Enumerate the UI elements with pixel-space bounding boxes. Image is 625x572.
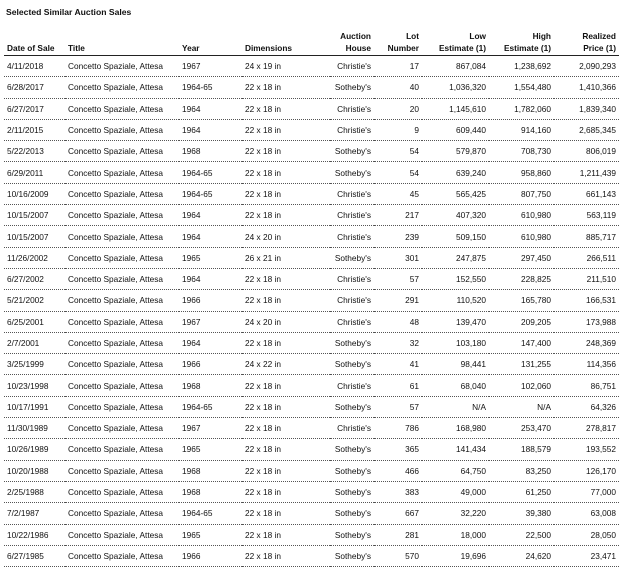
table-row: [4, 56, 619, 77]
header-high-estimate: High Estimate (1): [489, 27, 554, 56]
table-row: [4, 162, 619, 183]
table-row: [4, 77, 619, 98]
header-year: Year: [179, 27, 242, 56]
table-row: [4, 524, 619, 545]
auction-sales-table: [4, 27, 619, 567]
cell-high: 131,255: [489, 354, 554, 375]
cell-dimensions: 22 x 18 in: [242, 268, 330, 289]
cell-date: 6/27/1985: [4, 545, 65, 566]
cell-lot: 301: [374, 247, 422, 268]
cell-title: Concetto Spaziale, Attesa: [65, 183, 179, 204]
cell-price: 885,717: [554, 226, 619, 247]
cell-date: 5/21/2002: [4, 290, 65, 311]
cell-date: 3/25/1999: [4, 354, 65, 375]
cell-high: 1,782,060: [489, 98, 554, 119]
cell-low: 509,150: [422, 226, 489, 247]
cell-price: 193,552: [554, 439, 619, 460]
cell-dimensions: 22 x 18 in: [242, 162, 330, 183]
cell-lot: 667: [374, 503, 422, 524]
table-row: [4, 545, 619, 566]
cell-house: Christie's: [330, 183, 374, 204]
cell-lot: 383: [374, 481, 422, 502]
cell-low: 64,750: [422, 460, 489, 481]
cell-date: 6/25/2001: [4, 311, 65, 332]
cell-date: 10/20/1988: [4, 460, 65, 481]
cell-lot: 61: [374, 375, 422, 396]
cell-date: 4/11/2018: [4, 56, 65, 77]
table-row: [4, 183, 619, 204]
cell-low: 867,084: [422, 56, 489, 77]
table-row: [4, 439, 619, 460]
cell-dimensions: 22 x 18 in: [242, 545, 330, 566]
cell-low: 579,870: [422, 141, 489, 162]
cell-dimensions: 22 x 18 in: [242, 439, 330, 460]
cell-price: 563,119: [554, 205, 619, 226]
cell-title: Concetto Spaziale, Attesa: [65, 98, 179, 119]
cell-lot: 786: [374, 418, 422, 439]
cell-title: Concetto Spaziale, Attesa: [65, 119, 179, 140]
cell-high: 165,780: [489, 290, 554, 311]
cell-lot: 32: [374, 332, 422, 353]
cell-title: Concetto Spaziale, Attesa: [65, 77, 179, 98]
table-row: [4, 247, 619, 268]
table-row: [4, 503, 619, 524]
table-row: [4, 119, 619, 140]
cell-year: 1964: [179, 119, 242, 140]
cell-price: 266,511: [554, 247, 619, 268]
cell-year: 1965: [179, 524, 242, 545]
cell-year: 1967: [179, 418, 242, 439]
table-row: [4, 460, 619, 481]
cell-house: Sotheby's: [330, 332, 374, 353]
cell-lot: 45: [374, 183, 422, 204]
cell-lot: 365: [374, 439, 422, 460]
cell-year: 1966: [179, 290, 242, 311]
cell-price: 2,685,345: [554, 119, 619, 140]
cell-lot: 54: [374, 141, 422, 162]
cell-year: 1968: [179, 141, 242, 162]
cell-price: 1,839,340: [554, 98, 619, 119]
cell-dimensions: 22 x 18 in: [242, 503, 330, 524]
cell-lot: 291: [374, 290, 422, 311]
cell-dimensions: 22 x 18 in: [242, 481, 330, 502]
cell-high: 807,750: [489, 183, 554, 204]
cell-title: Concetto Spaziale, Attesa: [65, 460, 179, 481]
cell-house: Sotheby's: [330, 481, 374, 502]
cell-high: N/A: [489, 396, 554, 417]
cell-price: 86,751: [554, 375, 619, 396]
cell-date: 7/2/1987: [4, 503, 65, 524]
cell-high: 958,860: [489, 162, 554, 183]
table-row: [4, 481, 619, 502]
cell-low: 1,036,320: [422, 77, 489, 98]
cell-lot: 48: [374, 311, 422, 332]
cell-house: Christie's: [330, 311, 374, 332]
header-auction-house: Auction House: [330, 27, 374, 56]
cell-lot: 40: [374, 77, 422, 98]
cell-price: 211,510: [554, 268, 619, 289]
cell-lot: 217: [374, 205, 422, 226]
cell-year: 1967: [179, 311, 242, 332]
cell-house: Sotheby's: [330, 439, 374, 460]
cell-dimensions: 22 x 18 in: [242, 77, 330, 98]
cell-title: Concetto Spaziale, Attesa: [65, 311, 179, 332]
cell-high: 102,060: [489, 375, 554, 396]
cell-high: 147,400: [489, 332, 554, 353]
cell-price: 806,019: [554, 141, 619, 162]
cell-low: 110,520: [422, 290, 489, 311]
cell-dimensions: 22 x 18 in: [242, 375, 330, 396]
cell-price: 278,817: [554, 418, 619, 439]
cell-date: 11/30/1989: [4, 418, 65, 439]
cell-date: 10/26/1989: [4, 439, 65, 460]
cell-house: Sotheby's: [330, 141, 374, 162]
cell-title: Concetto Spaziale, Attesa: [65, 396, 179, 417]
cell-year: 1964: [179, 226, 242, 247]
cell-price: 248,369: [554, 332, 619, 353]
cell-date: 10/16/2009: [4, 183, 65, 204]
cell-price: 173,988: [554, 311, 619, 332]
cell-year: 1964-65: [179, 503, 242, 524]
cell-lot: 57: [374, 396, 422, 417]
cell-house: Christie's: [330, 205, 374, 226]
cell-year: 1964-65: [179, 396, 242, 417]
cell-price: 661,143: [554, 183, 619, 204]
cell-high: 22,500: [489, 524, 554, 545]
cell-low: 98,441: [422, 354, 489, 375]
cell-title: Concetto Spaziale, Attesa: [65, 226, 179, 247]
cell-date: 10/22/1986: [4, 524, 65, 545]
table-row: [4, 268, 619, 289]
cell-house: Christie's: [330, 418, 374, 439]
cell-title: Concetto Spaziale, Attesa: [65, 290, 179, 311]
cell-price: 2,090,293: [554, 56, 619, 77]
cell-title: Concetto Spaziale, Attesa: [65, 205, 179, 226]
cell-house: Sotheby's: [330, 545, 374, 566]
cell-price: 166,531: [554, 290, 619, 311]
table-row: [4, 226, 619, 247]
cell-title: Concetto Spaziale, Attesa: [65, 332, 179, 353]
cell-lot: 41: [374, 354, 422, 375]
cell-dimensions: 24 x 20 in: [242, 311, 330, 332]
cell-price: 1,211,439: [554, 162, 619, 183]
cell-title: Concetto Spaziale, Attesa: [65, 141, 179, 162]
cell-high: 253,470: [489, 418, 554, 439]
cell-high: 1,238,692: [489, 56, 554, 77]
cell-year: 1967: [179, 56, 242, 77]
cell-lot: 57: [374, 268, 422, 289]
cell-house: Sotheby's: [330, 354, 374, 375]
cell-year: 1965: [179, 247, 242, 268]
cell-year: 1964: [179, 268, 242, 289]
cell-house: Sotheby's: [330, 247, 374, 268]
cell-price: 23,471: [554, 545, 619, 566]
cell-lot: 9: [374, 119, 422, 140]
cell-low: 32,220: [422, 503, 489, 524]
cell-high: 610,980: [489, 226, 554, 247]
cell-year: 1966: [179, 354, 242, 375]
cell-house: Sotheby's: [330, 503, 374, 524]
cell-date: 10/15/2007: [4, 205, 65, 226]
cell-title: Concetto Spaziale, Attesa: [65, 418, 179, 439]
header-realized-price: Realized Price (1): [554, 27, 619, 56]
page-title: Selected Similar Auction Sales: [6, 7, 132, 17]
cell-title: Concetto Spaziale, Attesa: [65, 503, 179, 524]
cell-low: 247,875: [422, 247, 489, 268]
cell-dimensions: 24 x 22 in: [242, 354, 330, 375]
cell-low: 49,000: [422, 481, 489, 502]
cell-high: 228,825: [489, 268, 554, 289]
cell-price: 64,326: [554, 396, 619, 417]
table-row: [4, 396, 619, 417]
cell-title: Concetto Spaziale, Attesa: [65, 268, 179, 289]
cell-year: 1968: [179, 375, 242, 396]
cell-title: Concetto Spaziale, Attesa: [65, 375, 179, 396]
table-row: [4, 332, 619, 353]
cell-house: Christie's: [330, 375, 374, 396]
cell-price: 77,000: [554, 481, 619, 502]
cell-house: Sotheby's: [330, 77, 374, 98]
table-row: [4, 354, 619, 375]
header-lot-number: Lot Number: [374, 27, 422, 56]
cell-house: Sotheby's: [330, 162, 374, 183]
cell-high: 610,980: [489, 205, 554, 226]
cell-title: Concetto Spaziale, Attesa: [65, 439, 179, 460]
cell-year: 1966: [179, 545, 242, 566]
cell-title: Concetto Spaziale, Attesa: [65, 354, 179, 375]
cell-year: 1964-65: [179, 162, 242, 183]
cell-house: Christie's: [330, 119, 374, 140]
cell-year: 1965: [179, 439, 242, 460]
cell-house: Sotheby's: [330, 460, 374, 481]
cell-lot: 54: [374, 162, 422, 183]
cell-date: 2/7/2001: [4, 332, 65, 353]
cell-house: Sotheby's: [330, 524, 374, 545]
table-row: [4, 98, 619, 119]
cell-dimensions: 22 x 18 in: [242, 460, 330, 481]
cell-year: 1968: [179, 460, 242, 481]
cell-dimensions: 22 x 18 in: [242, 183, 330, 204]
cell-low: 139,470: [422, 311, 489, 332]
cell-lot: 17: [374, 56, 422, 77]
cell-year: 1964-65: [179, 183, 242, 204]
cell-low: 141,434: [422, 439, 489, 460]
cell-lot: 570: [374, 545, 422, 566]
table-row: [4, 205, 619, 226]
cell-low: 1,145,610: [422, 98, 489, 119]
cell-year: 1968: [179, 481, 242, 502]
cell-high: 708,730: [489, 141, 554, 162]
cell-high: 188,579: [489, 439, 554, 460]
cell-high: 914,160: [489, 119, 554, 140]
cell-dimensions: 24 x 20 in: [242, 226, 330, 247]
cell-date: 5/22/2013: [4, 141, 65, 162]
cell-dimensions: 26 x 21 in: [242, 247, 330, 268]
cell-date: 6/29/2011: [4, 162, 65, 183]
cell-high: 1,554,480: [489, 77, 554, 98]
table-row: [4, 290, 619, 311]
table-row: [4, 375, 619, 396]
cell-low: 19,696: [422, 545, 489, 566]
cell-low: 565,425: [422, 183, 489, 204]
cell-lot: 466: [374, 460, 422, 481]
cell-lot: 239: [374, 226, 422, 247]
cell-dimensions: 22 x 18 in: [242, 396, 330, 417]
cell-low: 407,320: [422, 205, 489, 226]
cell-year: 1964: [179, 332, 242, 353]
cell-date: 10/15/2007: [4, 226, 65, 247]
cell-low: 609,440: [422, 119, 489, 140]
header-title: Title: [65, 27, 179, 56]
cell-title: Concetto Spaziale, Attesa: [65, 481, 179, 502]
cell-year: 1964: [179, 98, 242, 119]
cell-dimensions: 22 x 18 in: [242, 98, 330, 119]
cell-date: 10/23/1998: [4, 375, 65, 396]
cell-house: Christie's: [330, 98, 374, 119]
cell-dimensions: 22 x 18 in: [242, 524, 330, 545]
cell-high: 209,205: [489, 311, 554, 332]
table-header-row: [4, 27, 619, 56]
cell-price: 1,410,366: [554, 77, 619, 98]
cell-dimensions: 22 x 18 in: [242, 205, 330, 226]
cell-date: 6/28/2017: [4, 77, 65, 98]
cell-house: Christie's: [330, 268, 374, 289]
cell-house: Sotheby's: [330, 396, 374, 417]
cell-low: 68,040: [422, 375, 489, 396]
header-low-estimate: Low Estimate (1): [422, 27, 489, 56]
cell-high: 61,250: [489, 481, 554, 502]
cell-date: 6/27/2017: [4, 98, 65, 119]
header-dimensions: Dimensions: [242, 27, 330, 56]
cell-high: 297,450: [489, 247, 554, 268]
cell-high: 39,380: [489, 503, 554, 524]
table-row: [4, 311, 619, 332]
cell-low: 18,000: [422, 524, 489, 545]
cell-title: Concetto Spaziale, Attesa: [65, 56, 179, 77]
cell-year: 1964-65: [179, 77, 242, 98]
cell-house: Christie's: [330, 226, 374, 247]
cell-year: 1964: [179, 205, 242, 226]
cell-low: 103,180: [422, 332, 489, 353]
cell-dimensions: 22 x 18 in: [242, 418, 330, 439]
cell-lot: 281: [374, 524, 422, 545]
cell-dimensions: 22 x 18 in: [242, 119, 330, 140]
cell-house: Christie's: [330, 290, 374, 311]
cell-price: 126,170: [554, 460, 619, 481]
cell-dimensions: 22 x 18 in: [242, 332, 330, 353]
cell-date: 2/11/2015: [4, 119, 65, 140]
cell-date: 10/17/1991: [4, 396, 65, 417]
table-row: [4, 418, 619, 439]
cell-dimensions: 22 x 18 in: [242, 141, 330, 162]
cell-low: 168,980: [422, 418, 489, 439]
cell-title: Concetto Spaziale, Attesa: [65, 545, 179, 566]
cell-title: Concetto Spaziale, Attesa: [65, 524, 179, 545]
cell-high: 24,620: [489, 545, 554, 566]
header-date: Date of Sale: [4, 27, 65, 56]
cell-date: 6/27/2002: [4, 268, 65, 289]
cell-low: 152,550: [422, 268, 489, 289]
cell-high: 83,250: [489, 460, 554, 481]
cell-lot: 20: [374, 98, 422, 119]
cell-low: 639,240: [422, 162, 489, 183]
cell-price: 114,356: [554, 354, 619, 375]
cell-price: 28,050: [554, 524, 619, 545]
cell-dimensions: 22 x 18 in: [242, 290, 330, 311]
table-row: [4, 141, 619, 162]
cell-price: 63,008: [554, 503, 619, 524]
cell-dimensions: 24 x 19 in: [242, 56, 330, 77]
cell-title: Concetto Spaziale, Attesa: [65, 162, 179, 183]
cell-low: N/A: [422, 396, 489, 417]
cell-date: 2/25/1988: [4, 481, 65, 502]
cell-title: Concetto Spaziale, Attesa: [65, 247, 179, 268]
cell-date: 11/26/2002: [4, 247, 65, 268]
cell-house: Christie's: [330, 56, 374, 77]
